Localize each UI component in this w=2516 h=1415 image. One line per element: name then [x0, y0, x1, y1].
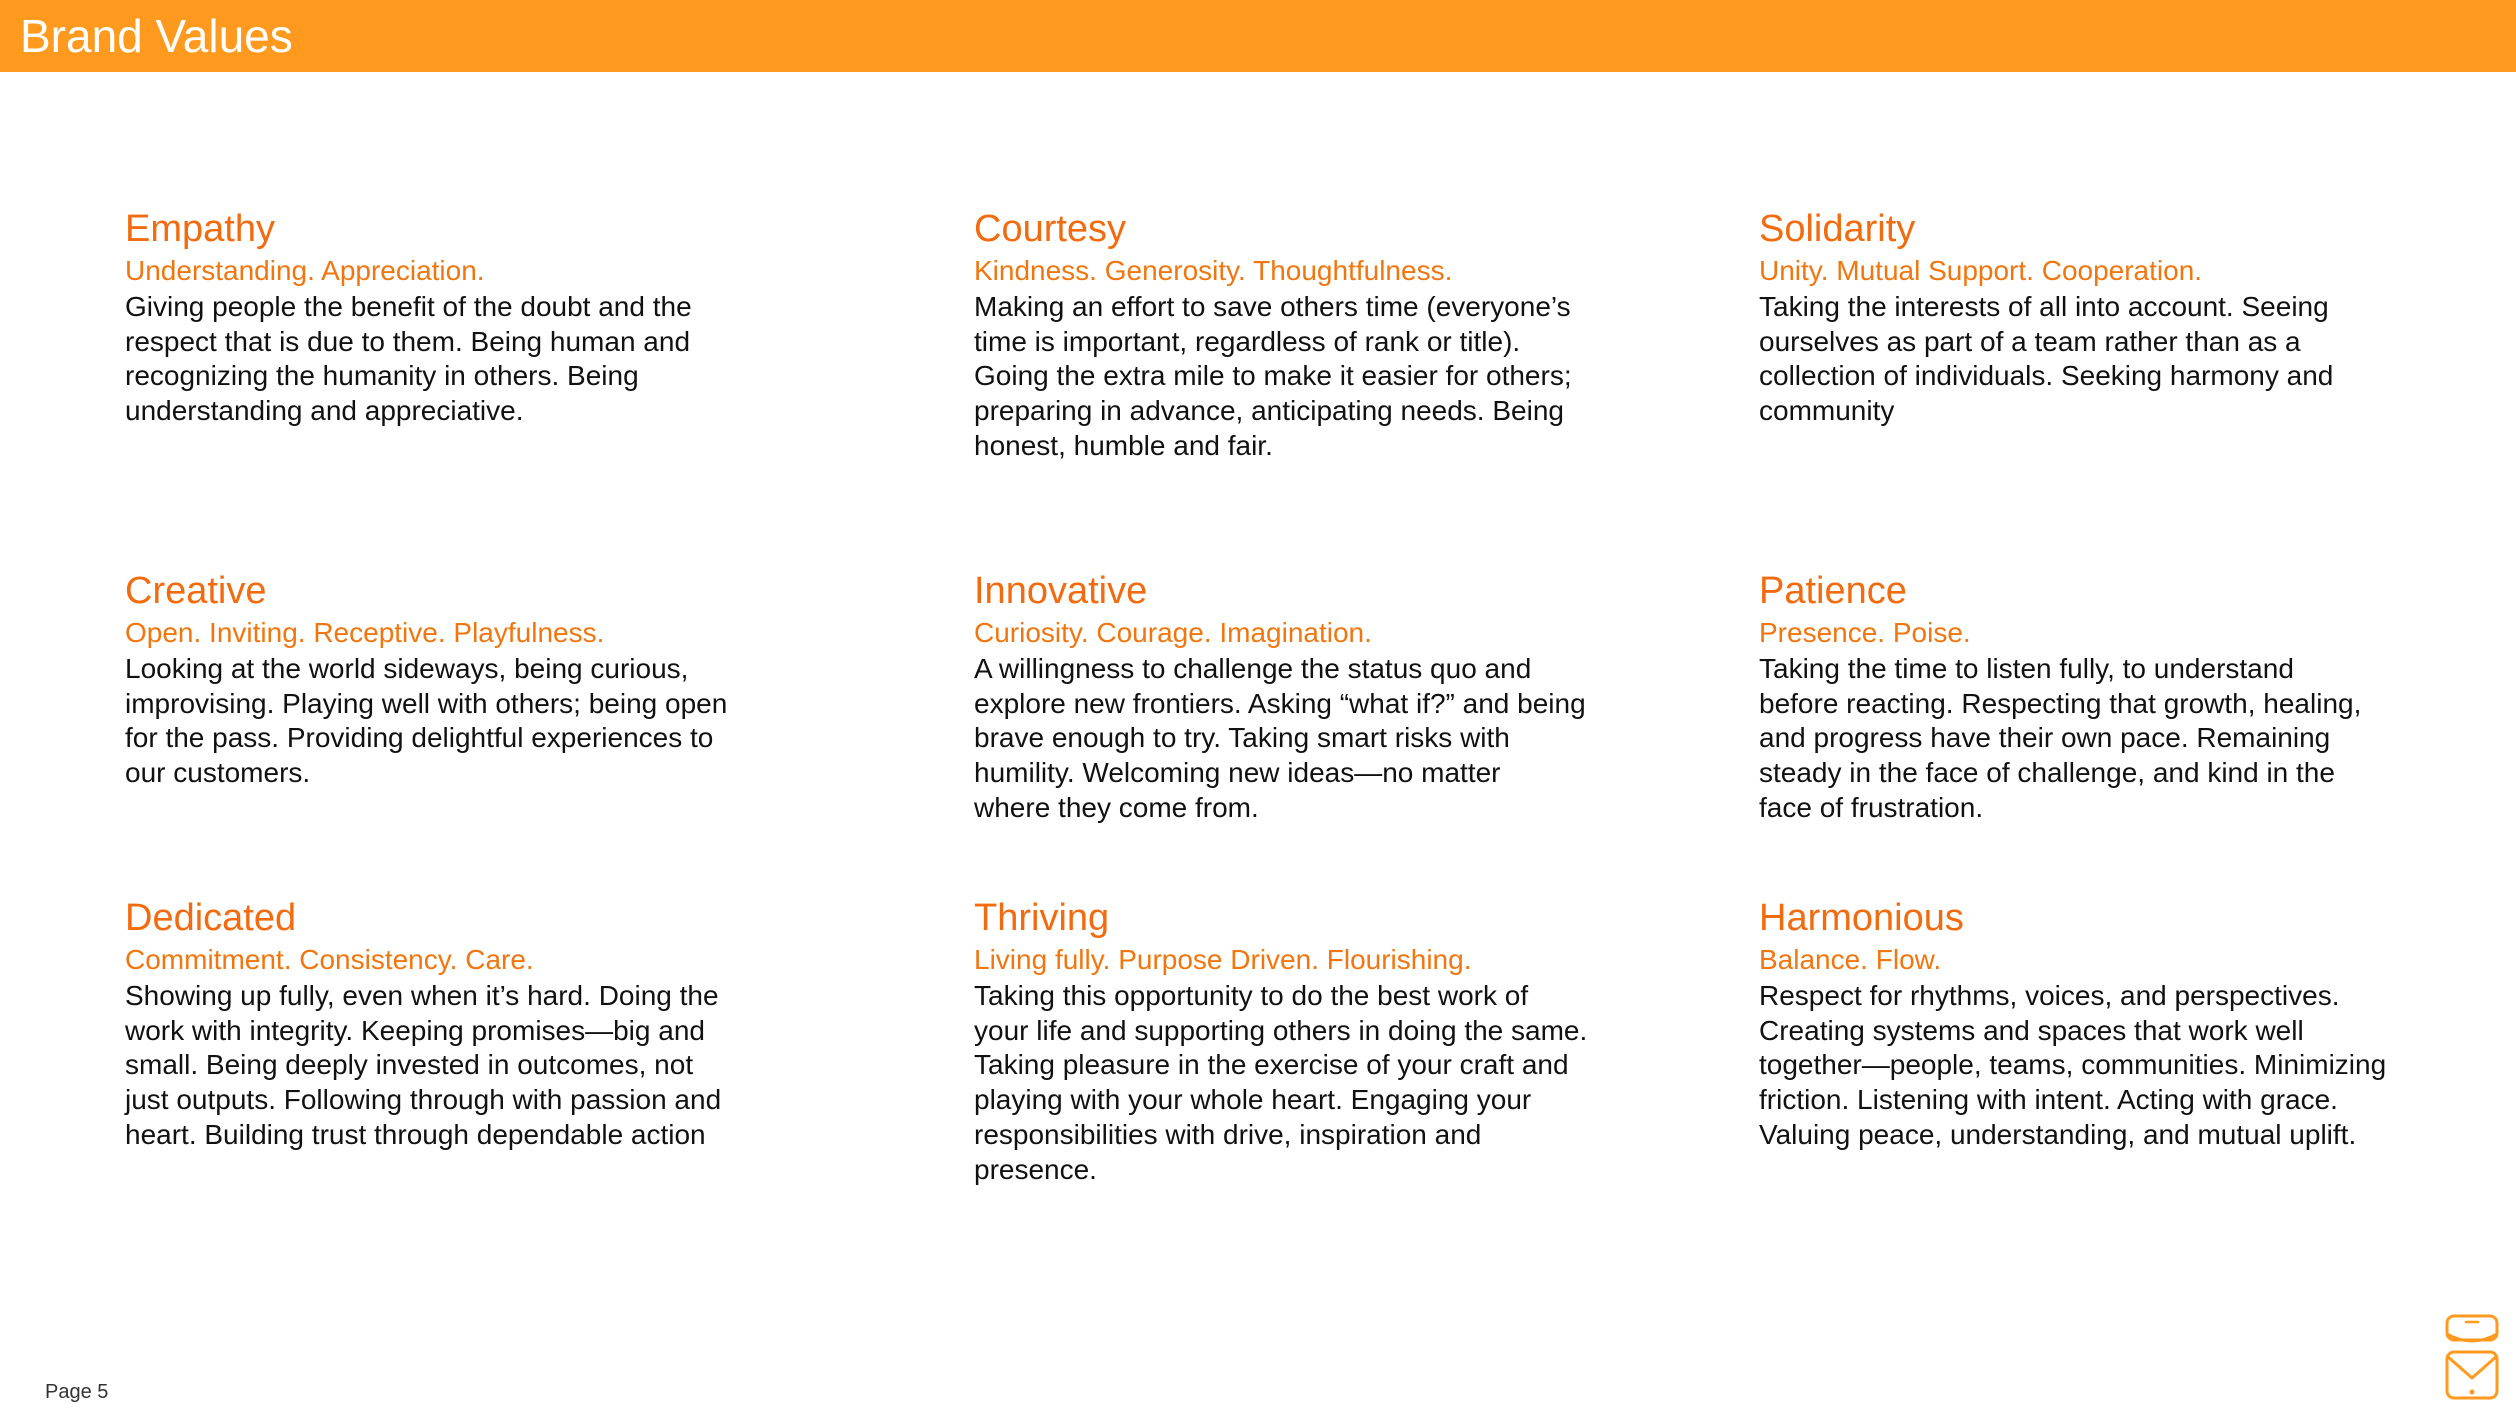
description-line: before reacting. Respecting that growth, healing, — [1759, 687, 2362, 719]
value-description — [125, 290, 805, 429]
value-card-thriving — [974, 895, 1654, 1187]
value-card-creative — [125, 568, 805, 791]
value-title: Innovative — [974, 570, 1148, 612]
description-line: for the pass. Providing delightful experiences to — [125, 722, 714, 754]
value-card-empathy — [125, 206, 805, 429]
description-line: our customers. — [125, 757, 311, 789]
description-line: Going the extra mile to make it easier for others; — [974, 360, 1572, 392]
description-line: playing with your whole heart. Engaging your — [974, 1084, 1532, 1116]
value-subtitle: Kindness. Generosity. Thoughtfulness. — [974, 255, 1453, 286]
description-line: together—people, teams, communities. Minimizing — [1759, 1049, 2387, 1081]
description-line: Looking at the world sideways, being curious, — [125, 653, 689, 684]
value-description — [974, 652, 1654, 826]
value-description — [125, 652, 805, 791]
description-line: Making an effort to save others time (everyone’s — [974, 291, 1571, 322]
value-description — [1759, 290, 2439, 429]
description-line: brave enough to try. Taking smart risks with — [974, 722, 1510, 754]
value-title: Thriving — [974, 897, 1110, 939]
description-line: honest, humble and fair. — [974, 429, 1273, 461]
description-line: Taking the interests of all into account. Seeing — [1759, 291, 2329, 322]
value-title: Harmonious — [1759, 897, 1964, 939]
description-line: presence. — [974, 1153, 1097, 1185]
description-line: your life and supporting others in doing the same. — [974, 1014, 1588, 1046]
description-line: and progress have their own pace. Remaining — [1759, 722, 2331, 754]
description-line: collection of individuals. Seeking harmony and — [1759, 360, 2334, 392]
value-subtitle: Open. Inviting. Receptive. Playfulness. — [125, 617, 605, 648]
description-line: Respect for rhythms, voices, and perspectives. — [1759, 980, 2340, 1011]
value-subtitle: Curiosity. Courage. Imagination. — [974, 617, 1372, 648]
description-line: heart. Building trust through dependable action — [125, 1118, 706, 1150]
description-line: explore new frontiers. Asking “what if?” and being — [974, 687, 1586, 719]
value-title: Courtesy — [974, 208, 1127, 250]
header-bar — [0, 0, 2516, 72]
description-line: A willingness to challenge the status quo and — [974, 653, 1532, 684]
description-line: improvising. Playing well with others; being open — [125, 687, 728, 719]
description-line: friction. Listening with intent. Acting with grace. — [1759, 1084, 2338, 1116]
description-line: Giving people the benefit of the doubt and the — [125, 291, 692, 322]
description-line: Taking this opportunity to do the best work of — [974, 980, 1529, 1011]
value-subtitle: Unity. Mutual Support. Cooperation. — [1759, 255, 2203, 286]
value-card-patience — [1759, 568, 2439, 826]
value-card-courtesy — [974, 206, 1654, 464]
description-line: responsibilities with drive, inspiration and — [974, 1118, 1482, 1150]
value-title: Solidarity — [1759, 208, 1916, 250]
description-line: preparing in advance, anticipating needs. Being — [974, 395, 1564, 427]
value-title: Empathy — [125, 208, 275, 250]
description-line: face of frustration. — [1759, 791, 1984, 823]
description-line: Creating systems and spaces that work well — [1759, 1014, 2304, 1046]
description-line: where they come from. — [974, 791, 1259, 823]
description-line: Valuing peace, understanding, and mutual uplift. — [1759, 1118, 2357, 1150]
value-card-innovative — [974, 568, 1654, 826]
value-title: Creative — [125, 570, 267, 612]
value-subtitle: Living fully. Purpose Driven. Flourishing. — [974, 944, 1472, 975]
description-line: community — [1759, 395, 1895, 427]
value-description — [125, 979, 805, 1153]
page-title: Brand Values — [20, 10, 293, 62]
description-line: just outputs. Following through with passion and — [125, 1084, 722, 1116]
description-line: Showing up fully, even when it’s hard. Doing the — [125, 980, 719, 1011]
value-subtitle: Commitment. Consistency. Care. — [125, 944, 534, 975]
value-card-dedicated — [125, 895, 805, 1153]
description-line: steady in the face of challenge, and kind in the — [1759, 757, 2335, 789]
value-subtitle: Balance. Flow. — [1759, 944, 1942, 975]
brand-logo-icon — [2444, 1312, 2500, 1402]
value-card-harmonious — [1759, 895, 2439, 1153]
value-title: Dedicated — [125, 897, 297, 939]
description-line: small. Being deeply invested in outcomes, not — [125, 1049, 694, 1081]
description-line: humility. Welcoming new ideas—no matter — [974, 757, 1501, 789]
value-description — [1759, 652, 2439, 826]
value-subtitle: Understanding. Appreciation. — [125, 255, 485, 286]
page-number: Page 5 — [45, 1381, 109, 1403]
value-description — [974, 979, 1654, 1187]
description-line: Taking pleasure in the exercise of your craft and — [974, 1049, 1569, 1081]
description-line: ourselves as part of a team rather than as a — [1759, 325, 2301, 357]
description-line: understanding and appreciative. — [125, 395, 524, 427]
value-description — [974, 290, 1654, 464]
value-subtitle: Presence. Poise. — [1759, 617, 1971, 648]
value-card-solidarity — [1759, 206, 2439, 429]
description-line: Taking the time to listen fully, to understand — [1759, 653, 2294, 684]
description-line: respect that is due to them. Being human and — [125, 325, 691, 357]
description-line: recognizing the humanity in others. Being — [125, 360, 639, 392]
value-title: Patience — [1759, 570, 1907, 612]
description-line: work with integrity. Keeping promises—big and — [125, 1014, 705, 1046]
value-description — [1759, 979, 2439, 1153]
description-line: time is important, regardless of rank or title). — [974, 325, 1521, 357]
